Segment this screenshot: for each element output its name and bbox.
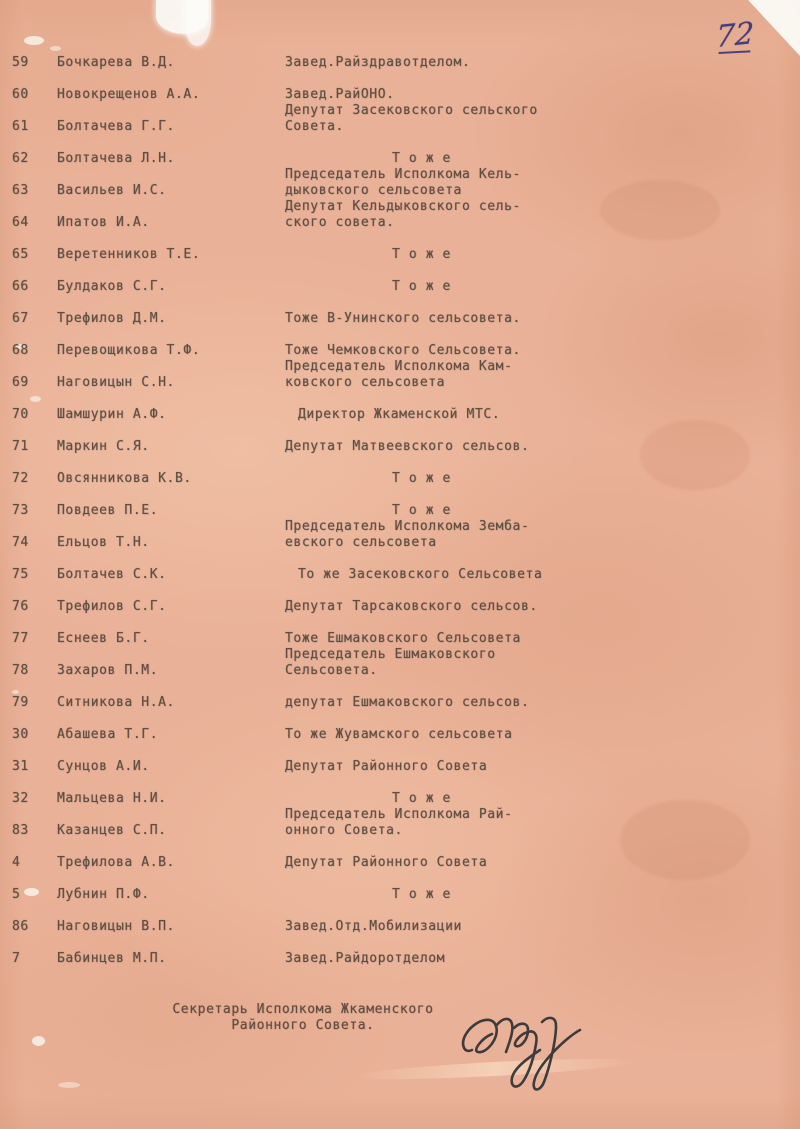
entry-role: Завед.Отд.Мобилизации	[285, 919, 462, 934]
entry-name: Ипатов И.А.	[57, 215, 150, 230]
entry-line	[0, 215, 800, 231]
entry-number: 71	[12, 439, 29, 454]
entry-name: Болтачева Л.Н.	[57, 151, 175, 166]
entry-role: Т о ж е	[392, 151, 451, 166]
entry-line	[0, 439, 800, 455]
entry-number: 79	[12, 695, 29, 710]
entry-role: евского сельсовета	[285, 535, 437, 550]
list-entry	[0, 807, 800, 839]
entry-line	[0, 823, 800, 839]
list-entry	[0, 871, 800, 903]
list-entry	[0, 423, 800, 455]
entry-role: Т о ж е	[392, 471, 451, 486]
entry-name: Васильев И.С.	[57, 183, 167, 198]
entry-role: Т о ж е	[392, 887, 451, 902]
entry-number: 83	[12, 823, 29, 838]
entry-role: Т о ж е	[392, 503, 451, 518]
entry-number: 76	[12, 599, 29, 614]
entry-number: 63	[12, 183, 29, 198]
entry-number: 74	[12, 535, 29, 550]
entry-line	[0, 919, 800, 935]
entry-name: Бабинцев М.П.	[57, 951, 167, 966]
entry-name: Захаров П.М.	[57, 663, 159, 678]
signature-block	[0, 1002, 800, 1112]
entry-number: 66	[12, 279, 29, 294]
entry-name: Ситникова Н.А.	[57, 695, 175, 710]
entry-role: дыковского сельсовета	[285, 183, 462, 198]
secretary-title	[138, 1002, 468, 1034]
entry-role: Т о ж е	[392, 791, 451, 806]
list-entry	[0, 551, 800, 583]
entry-role: Депутат Тарсаковского сельсов.	[285, 599, 538, 614]
entry-name: Трефилова А.В.	[57, 855, 175, 870]
entry-number: 7	[12, 951, 21, 966]
entry-role: Тоже В-Унинского сельсовета.	[285, 311, 521, 326]
entry-number: 68	[12, 343, 29, 358]
entry-role-continuation: Председатель Ешмаковского	[285, 647, 496, 662]
entry-line	[0, 503, 800, 519]
entry-name: Трефилов С.Г.	[57, 599, 167, 614]
entry-role: Т о ж е	[392, 279, 451, 294]
entry-role: То же Засековского Сельсовета	[298, 567, 543, 582]
list-entry	[0, 135, 800, 167]
list-entry	[0, 231, 800, 263]
secretary-title-line1: Секретарь Исполкома Жкаменского	[172, 1002, 434, 1017]
entry-name: Сунцов А.И.	[57, 759, 150, 774]
list-entry	[0, 903, 800, 935]
entry-number: 69	[12, 375, 29, 390]
entry-role: Тоже Ешмаковского Сельсовета	[285, 631, 521, 646]
list-entry	[0, 263, 800, 295]
entry-number: 70	[12, 407, 29, 422]
deputies-list	[0, 39, 800, 967]
entry-name: Маркин С.Я.	[57, 439, 150, 454]
entry-line	[0, 535, 800, 551]
page-number-value: 72	[715, 15, 755, 56]
handwritten-signature	[458, 988, 588, 1098]
entry-name: Болтачев С.К.	[57, 567, 167, 582]
entry-number: 31	[12, 759, 29, 774]
list-entry	[0, 327, 800, 359]
entry-number: 73	[12, 503, 29, 518]
entry-name: Мальцева Н.И.	[57, 791, 167, 806]
entry-number: 5	[12, 887, 21, 902]
entry-role: Депутат Матвеевского сельсов.	[285, 439, 530, 454]
entry-name: Овсянникова К.В.	[57, 471, 192, 486]
entry-number: 4	[12, 855, 21, 870]
entry-role: депутат Ешмаковского сельсов.	[285, 695, 530, 710]
entry-line	[0, 599, 800, 615]
entry-line	[0, 343, 800, 359]
entry-role: Завед.Райздравотделом.	[285, 55, 471, 70]
entry-line	[0, 55, 800, 71]
entry-number: 32	[12, 791, 29, 806]
entry-name: Шамшурин А.Ф.	[57, 407, 167, 422]
entry-name: Новокрещенов А.А.	[57, 87, 201, 102]
entry-role: онного Совета.	[285, 823, 403, 838]
entry-role-continuation: Депутат Засековского сельского	[285, 103, 538, 118]
entry-number: 64	[12, 215, 29, 230]
list-entry	[0, 391, 800, 423]
list-entry	[0, 679, 800, 711]
entry-role-continuation: Председатель Исполкома Кель-	[285, 167, 521, 182]
entry-name: Повдеев П.Е.	[57, 503, 159, 518]
list-entry	[0, 167, 800, 199]
entry-line	[0, 855, 800, 871]
entry-role: Депутат Районного Совета	[285, 855, 488, 870]
list-entry	[0, 711, 800, 743]
entry-number: 60	[12, 87, 29, 102]
entry-role: Совета.	[285, 119, 344, 134]
entry-line	[0, 407, 800, 423]
entry-line	[0, 727, 800, 743]
list-entry	[0, 39, 800, 71]
entry-line	[0, 247, 800, 263]
entry-role-continuation: Председатель Исполкома Рай-	[285, 807, 513, 822]
entry-line	[0, 567, 800, 583]
list-entry	[0, 647, 800, 679]
list-entry	[0, 583, 800, 615]
entry-number: 59	[12, 55, 29, 70]
entry-role: ковского сельсовета	[285, 375, 446, 390]
entry-line	[0, 759, 800, 775]
entry-role-continuation: Депутат Кельдыковского сель-	[285, 199, 521, 214]
entry-name: Трефилов Д.М.	[57, 311, 167, 326]
entry-line	[0, 87, 800, 103]
entry-number: 61	[12, 119, 29, 134]
entry-role: Директор Жкаменской МТС.	[298, 407, 501, 422]
secretary-title-line2: Районного Совета.	[231, 1018, 375, 1033]
entry-number: 77	[12, 631, 29, 646]
list-entry	[0, 743, 800, 775]
entry-role: Т о ж е	[392, 247, 451, 262]
list-entry	[0, 295, 800, 327]
list-entry	[0, 487, 800, 519]
entry-line	[0, 695, 800, 711]
entry-name: Наговицын В.П.	[57, 919, 175, 934]
entry-number: 65	[12, 247, 29, 262]
entry-name: Наговицын С.Н.	[57, 375, 175, 390]
entry-name: Лубнин П.Ф.	[57, 887, 150, 902]
entry-number: 86	[12, 919, 29, 934]
entry-number: 78	[12, 663, 29, 678]
entry-line	[0, 311, 800, 327]
entry-number: 62	[12, 151, 29, 166]
list-entry	[0, 71, 800, 103]
entry-role: Тоже Чемковского Сельсовета.	[285, 343, 521, 358]
entry-name: Болтачева Г.Г.	[57, 119, 175, 134]
entry-line	[0, 119, 800, 135]
entry-line	[0, 791, 800, 807]
entry-line	[0, 183, 800, 199]
entry-role-continuation: Председатель Исполкома Земба-	[285, 519, 530, 534]
entry-role: Завед.Райдоротделом	[285, 951, 446, 966]
entry-line	[0, 471, 800, 487]
entry-name: Булдаков С.Г.	[57, 279, 167, 294]
list-entry	[0, 455, 800, 487]
list-entry	[0, 103, 800, 135]
entry-role: Сельсовета.	[285, 663, 378, 678]
entry-line	[0, 151, 800, 167]
entry-line	[0, 279, 800, 295]
entry-name: Ельцов Т.Н.	[57, 535, 150, 550]
entry-line	[0, 951, 800, 967]
entry-role: Депутат Районного Совета	[285, 759, 488, 774]
entry-number: 30	[12, 727, 29, 742]
entry-name: Бочкарева В.Д.	[57, 55, 175, 70]
list-entry	[0, 775, 800, 807]
entry-role: Завед.РайОНО.	[285, 87, 395, 102]
list-entry	[0, 359, 800, 391]
entry-name: Еснеев Б.Г.	[57, 631, 150, 646]
entry-role: ского совета.	[285, 215, 395, 230]
entry-number: 75	[12, 567, 29, 582]
entry-line	[0, 375, 800, 391]
entry-name: Перевощикова Т.Ф.	[57, 343, 201, 358]
list-entry	[0, 935, 800, 967]
entry-role: То же Жувамского сельсовета	[285, 727, 513, 742]
entry-line	[0, 887, 800, 903]
entry-name: Абашева Т.Г.	[57, 727, 159, 742]
entry-line	[0, 663, 800, 679]
list-entry	[0, 615, 800, 647]
list-entry	[0, 199, 800, 231]
entry-number: 72	[12, 471, 29, 486]
entry-line	[0, 631, 800, 647]
list-entry	[0, 519, 800, 551]
entry-name: Казанцев С.П.	[57, 823, 167, 838]
entry-role-continuation: Председатель Исполкома Кам-	[285, 359, 513, 374]
entry-name: Веретенников Т.Е.	[57, 247, 201, 262]
list-entry	[0, 839, 800, 871]
entry-number: 67	[12, 311, 29, 326]
